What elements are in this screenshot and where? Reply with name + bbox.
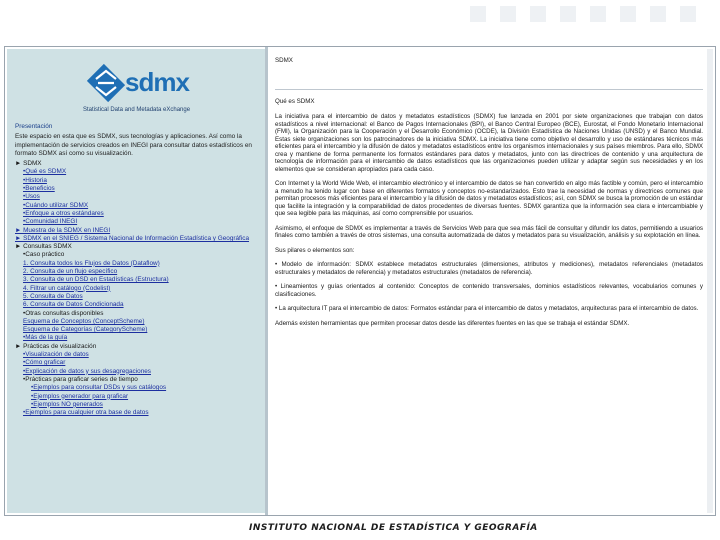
sidebar-item[interactable] xyxy=(15,177,261,185)
pane-divider[interactable] xyxy=(265,47,268,515)
sidebar-item xyxy=(15,310,261,318)
sidebar-nav xyxy=(15,123,261,417)
sidebar-item[interactable] xyxy=(15,359,261,367)
footer xyxy=(0,520,720,540)
sidebar-item[interactable] xyxy=(15,235,261,243)
sidebar-item[interactable] xyxy=(15,268,261,276)
decor-square xyxy=(590,6,606,22)
sidebar-item[interactable] xyxy=(15,401,261,409)
sidebar-item[interactable] xyxy=(15,227,261,235)
sidebar-item[interactable] xyxy=(15,293,261,301)
logo-tagline: Statistical Data and Metadata eXchange xyxy=(83,107,191,113)
sidebar-item-link[interactable]: 3. Consulta de un DSD en Estadísticas (Estructura) xyxy=(23,276,169,284)
sidebar-item[interactable] xyxy=(15,210,261,218)
sidebar-item-link[interactable]: •Comunidad INEGI xyxy=(23,218,78,226)
sidebar-item[interactable] xyxy=(15,202,261,210)
logo-wordmark: sdmx xyxy=(125,67,189,97)
sidebar-item[interactable] xyxy=(15,351,261,359)
vertical-scrollbar[interactable] xyxy=(707,49,713,513)
sidebar-item-link[interactable]: •Cuándo utilizar SDMX xyxy=(23,201,89,209)
sidebar-item[interactable] xyxy=(15,409,261,417)
sdmx-logo-icon xyxy=(87,63,125,103)
sidebar-item[interactable] xyxy=(15,393,261,401)
sidebar-item-link[interactable]: 6. Consulta de Datos Condicionada xyxy=(23,301,124,309)
sidebar xyxy=(7,49,265,513)
sidebar-item-link[interactable]: •Qué es SDMX xyxy=(23,168,67,176)
content-paragraph: • Lineamientos y guías orientados al contenido: Conceptos de contenido transversales, dominios estadísticos relevantes, vocabularios comunes y clasificaciones. xyxy=(275,283,703,298)
sidebar-item-link[interactable]: •Ejemplos generador para graficar xyxy=(31,392,129,400)
sidebar-item[interactable] xyxy=(15,301,261,309)
sidebar-item-link[interactable]: •Ejemplos NO generados xyxy=(31,400,103,408)
content-paragraph: • La arquitectura IT para el intercambio de datos: Formatos estándar para el intercambio de datos y metadatos, arquitecturas para el intercambio de datos. xyxy=(275,305,699,312)
sidebar-item[interactable] xyxy=(15,185,261,193)
sidebar-item-label: ► Consultas SDMX xyxy=(15,243,72,251)
sidebar-item[interactable] xyxy=(15,218,261,226)
divider-line xyxy=(275,89,703,90)
sidebar-item[interactable] xyxy=(15,285,261,293)
sidebar-item-link[interactable]: 5. Consulta de Datos xyxy=(23,292,83,300)
decor-square xyxy=(620,6,636,22)
sidebar-item-link[interactable]: •Explicación de datos y sus desagregaciones xyxy=(23,367,151,375)
sidebar-item-link[interactable]: •Historia xyxy=(23,176,47,184)
sidebar-item-link[interactable]: •Usos xyxy=(23,193,40,201)
sidebar-item[interactable] xyxy=(15,318,261,326)
sidebar-item-label: ► Prácticas de visualización xyxy=(15,342,97,350)
sidebar-item-label: •Otras consultas disponibles xyxy=(23,309,104,317)
section-title: Qué es SDMX xyxy=(275,97,315,105)
browser-page-frame xyxy=(4,46,716,516)
sidebar-item-link[interactable]: •Cómo graficar xyxy=(23,359,66,367)
sidebar-item-link[interactable]: Esquema de Conceptos (ConceptScheme) xyxy=(23,317,145,325)
content-paragraph: • Modelo de información: SDMX establece metadatos estructurales (dimensiones, atributos y mediciones), metadatos referenciales (metadatos estructurales y metadatos de referencia) y metadatos estructurales (metadatos de referencia). xyxy=(275,261,703,276)
sidebar-item-link[interactable]: 2. Consulta de un flujo específico xyxy=(23,268,118,276)
sidebar-item-link[interactable]: •Ejemplos para cualquier otra base de datos xyxy=(23,409,149,417)
sidebar-item xyxy=(15,251,261,259)
top-decoration xyxy=(0,0,720,42)
content-paragraph: La iniciativa para el intercambio de datos y metadatos estadísticos (SDMX) fue lanzada en 2001 por siete organizaciones que trabajan con datos estadísticos a nivel internacional: el Banco de Pagos Internacionales (BPI), el Banco Central Europeo (BCE), Eurostat, el Fondo Monetario Internacional (FMI), la Organización para la Cooperación y el Desarrollo Económico (OCDE), la División Estadística de Naciones Unidas (UNSD) y el Banco Mundial. Estas siete organizaciones son los patrocinadores de la iniciativa SDMX. La iniciativa tiene como objetivo el desarrollo y uso de estándares técnicos más eficientes para el intercambio y la difusión de datos y metadatos estadísticos entre los organismos internacionales y sus países miembros. Para ello, SDMX crea y mantiene de forma permanente los formatos estándares para datos y metadatos, junto con las directrices de contenido y una arquitectura de tecnología de información para el intercambio de datos estadísticos que las organizaciones pueden utilizar y adaptar según sus necesidades y en los elementos que se consideran apropiados para cada caso. xyxy=(275,113,703,173)
sidebar-item xyxy=(15,376,261,384)
sidebar-item-link[interactable]: 1. Consulta todos los Flujos de Datos (Dataflow) xyxy=(23,259,160,267)
sidebar-item-link[interactable]: ► Muestra de la SDMX en INEGI xyxy=(15,226,111,234)
sidebar-item-link[interactable]: •Beneficios xyxy=(23,185,55,193)
sidebar-item[interactable] xyxy=(15,334,261,342)
sidebar-item xyxy=(15,343,261,351)
sidebar-heading[interactable]: Presentación xyxy=(15,123,53,130)
decor-square xyxy=(530,6,546,22)
sidebar-item[interactable] xyxy=(15,384,261,392)
sdmx-logo[interactable] xyxy=(83,61,205,119)
sidebar-item[interactable] xyxy=(15,260,261,268)
main-content xyxy=(275,57,703,334)
sidebar-item-link[interactable]: ► SDMX en el SNIEG / Sistema Nacional de Información Estadística y Geográfica xyxy=(15,234,250,242)
sidebar-item-link[interactable]: •Visualización de datos xyxy=(23,351,89,359)
sidebar-item xyxy=(15,243,261,251)
sidebar-item[interactable] xyxy=(15,368,261,376)
sidebar-item-link[interactable]: •Ejemplos para consultar DSDs y sus catálogos xyxy=(31,384,167,392)
sidebar-item xyxy=(15,160,261,168)
sidebar-item-label: ► SDMX xyxy=(15,160,42,168)
sidebar-item-label: •Prácticas para graficar series de tiempo xyxy=(23,375,138,383)
sidebar-item-label: •Caso práctico xyxy=(23,251,65,259)
sidebar-item[interactable] xyxy=(15,168,261,176)
content-paragraph: Asimismo, el enfoque de SDMX es implementar a través de Servicios Web para que sea más fácil de consultar y difundir los datos, permitiendo a usuarios finales como también a través de otros sistemas, una consulta automatizada de datos y metadatos para su visualización, análisis y su explotación en línea. xyxy=(275,224,703,239)
page-title: SDMX xyxy=(275,57,293,64)
decor-square xyxy=(560,6,576,22)
decor-square xyxy=(680,6,696,22)
sidebar-intro: Este espacio en esta que es SDMX, sus tecnologías y aplicaciones. Así como la implementación de servicios creados en INEGI para consultar datos estadísticos en formato SDMX así como su visualización. xyxy=(15,133,252,157)
sidebar-item[interactable] xyxy=(15,276,261,284)
sidebar-item[interactable] xyxy=(15,326,261,334)
sidebar-item-link[interactable]: •Más de la guía xyxy=(23,334,68,342)
content-paragraph: Con Internet y la World Wide Web, el intercambio electrónico y el intercambio de datos se han convertido en algo más factible y común, pero el intercambio a menudo ha tenido lugar con base en diferentes formatos y conceptos no-estandarizados. Esto trae la necesidad de normas y directrices comunes que permitan procesos más eficientes para el intercambio y la difusión de datos y metadatos estadísticos; así, con SDMX se busca la promoción de un estándar que facilite la integración y la comparabilidad de datos procedentes de diversas fuentes. SDMX garantiza que la información sea clara e intercambiable y que sea legible para las máquinas, así como comprensible por usuarios. xyxy=(275,180,703,217)
decor-square xyxy=(500,6,516,22)
sidebar-item-link[interactable]: Esquema de Categorías (CategoryScheme) xyxy=(23,326,148,334)
sidebar-item-link[interactable]: 4. Filtrar un catálogo (Codelist) xyxy=(23,284,111,292)
content-pane xyxy=(269,49,713,513)
decor-square xyxy=(470,6,486,22)
sidebar-item[interactable] xyxy=(15,193,261,201)
footer-institution: INSTITUTO NACIONAL DE ESTADÍSTICA Y GEOGRAFÍA xyxy=(249,523,538,533)
decor-square xyxy=(650,6,666,22)
sidebar-item-link[interactable]: •Enfoque a otros estándares xyxy=(23,209,104,217)
content-paragraph: Además existen herramientas que permiten procesar datos desde las diferentes fuentes en las que se trabaja el estándar SDMX. xyxy=(275,319,630,327)
content-paragraph: Sus pilares o elementos son: xyxy=(275,246,355,254)
